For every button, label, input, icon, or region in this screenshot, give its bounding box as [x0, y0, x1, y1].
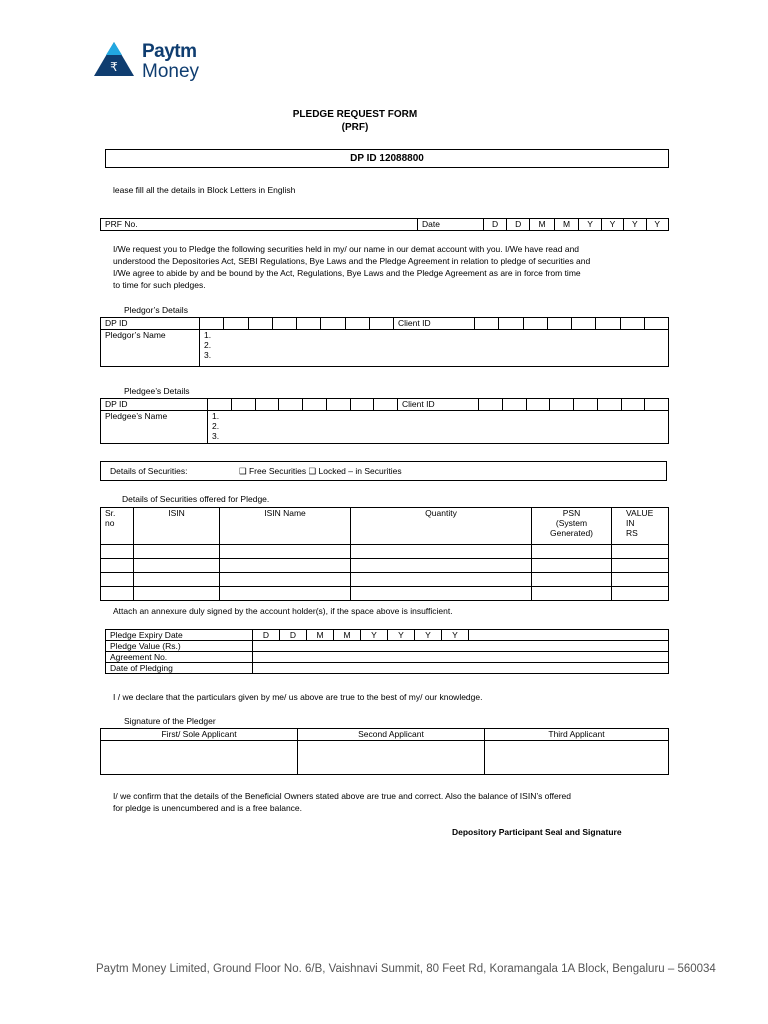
annexure-note: Attach an annexure duly signed by the account holder(s), if the space above is insufficient. [113, 606, 453, 616]
col-sr [101, 508, 134, 545]
date-box[interactable]: Y [442, 630, 469, 641]
pledgee-name-field[interactable] [208, 411, 669, 444]
second-applicant-label: Second Applicant [298, 729, 485, 741]
pledgor-number: 1. [204, 330, 212, 340]
offered-heading: Details of Securities offered for Pledge. [122, 494, 270, 504]
pledgee-dp-id-label: DP ID [101, 399, 208, 411]
char-box[interactable] [350, 399, 374, 411]
request-line: to time for such pledges. [113, 280, 206, 290]
securities-type-box [100, 461, 667, 481]
pledgor-number: 3. [204, 350, 212, 360]
pledge-info-table [105, 629, 669, 674]
col-psn-text: PSN [562, 508, 581, 518]
pledgor-name-field[interactable] [200, 330, 669, 367]
dp-id-banner-text: DP ID 12088800 [350, 153, 424, 164]
char-box[interactable] [644, 318, 668, 330]
char-box[interactable] [475, 318, 499, 330]
char-box[interactable] [596, 318, 620, 330]
char-box[interactable] [620, 318, 644, 330]
dp-seal-label: Depository Participant Seal and Signature [452, 827, 622, 837]
pledgee-number: 2. [212, 421, 220, 431]
securities-type-label: Details of Securities: [110, 466, 188, 476]
col-value-text: VALUE IN [626, 508, 654, 528]
char-box[interactable] [547, 318, 571, 330]
char-box[interactable] [200, 318, 224, 330]
date-of-pledging-field[interactable] [253, 663, 669, 674]
date-of-pledging-label: Date of Pledging [106, 663, 253, 674]
char-box[interactable] [523, 318, 547, 330]
table-row [101, 587, 669, 601]
agreement-no-field[interactable] [253, 652, 669, 663]
char-box[interactable] [572, 318, 596, 330]
request-line: I/We request you to Pledge the following securities held in my/ our name in our demat account with you. I/We have read and [113, 244, 580, 254]
char-box[interactable] [645, 399, 669, 411]
pledgor-table [100, 317, 669, 367]
svg-text:₹: ₹ [110, 60, 118, 74]
declaration-text: I / we declare that the particulars given by me/ us above are true to the best of my/ our knowledge. [113, 692, 483, 702]
char-box[interactable] [502, 399, 526, 411]
dp-id-banner [105, 149, 669, 168]
date-box[interactable]: D [507, 219, 530, 231]
date-box[interactable]: Y [361, 630, 388, 641]
table-row [101, 559, 669, 573]
third-applicant-signature[interactable] [485, 741, 669, 775]
date-box[interactable]: M [530, 219, 555, 231]
form-subtitle: (PRF) [341, 122, 369, 133]
footer-address: Paytm Money Limited, Ground Floor No. 6/B, Vaishnavi Summit, 80 Feet Rd, Koramangala 1A Block, Bengaluru – 560034 [96, 963, 716, 975]
logo-text-paytm: Paytm [142, 41, 197, 62]
col-sr-text: Sr. [105, 508, 116, 518]
agreement-no-label: Agreement No. [106, 652, 253, 663]
char-box[interactable] [479, 399, 503, 411]
pledge-value-field[interactable] [253, 641, 669, 652]
col-psn-text-3: Generated) [550, 528, 593, 538]
pledgee-name-label: Pledgee’s Name [101, 411, 208, 444]
pledgee-number: 1. [212, 411, 220, 421]
date-label: Date [418, 219, 484, 231]
expiry-date-label: Pledge Expiry Date [106, 630, 253, 641]
form-title: PLEDGE REQUEST FORM [292, 109, 418, 120]
pledgor-client-id-label: Client ID [394, 318, 475, 330]
char-box[interactable] [297, 318, 321, 330]
date-box[interactable]: Y [601, 219, 623, 231]
pledgee-client-id-label: Client ID [398, 399, 479, 411]
paytm-money-logo [92, 40, 232, 86]
char-box[interactable] [574, 399, 598, 411]
date-box[interactable]: Y [646, 219, 668, 231]
date-box[interactable]: Y [415, 630, 442, 641]
second-applicant-signature[interactable] [298, 741, 485, 775]
signature-table [100, 728, 669, 775]
confirmation-paragraph [113, 790, 571, 814]
char-box[interactable] [550, 399, 574, 411]
table-row [101, 573, 669, 587]
char-box[interactable] [255, 399, 279, 411]
col-quantity: Quantity [351, 508, 532, 545]
col-sr-text-2: no [105, 518, 115, 528]
pledgor-heading: Pledgor’s Details [124, 305, 188, 315]
col-psn-text-2: (System [555, 518, 588, 528]
col-isin: ISIN [134, 508, 220, 545]
first-applicant-signature[interactable] [101, 741, 298, 775]
col-value-text-2: RS [626, 528, 638, 538]
date-box[interactable]: D [484, 219, 507, 231]
char-box[interactable] [597, 399, 621, 411]
logo-text-money: Money [142, 61, 200, 82]
pledgee-heading: Pledgee’s Details [124, 386, 190, 396]
date-box[interactable]: M [334, 630, 361, 641]
date-box[interactable]: Y [388, 630, 415, 641]
date-box[interactable]: D [280, 630, 307, 641]
signature-heading: Signature of the Pledger [124, 716, 216, 726]
date-box[interactable]: Y [579, 219, 601, 231]
pledgee-number: 3. [212, 431, 220, 441]
col-isin-name: ISIN Name [220, 508, 351, 545]
pledgor-dp-id-label: DP ID [101, 318, 200, 330]
prf-date-table [100, 218, 669, 231]
char-box[interactable] [279, 399, 303, 411]
char-box[interactable] [369, 318, 393, 330]
request-line: understood the Depositories Act, SEBI Regulations, Bye Laws and the Pledge Agreement in relation to pledge of securities and [113, 256, 591, 266]
char-box[interactable] [345, 318, 369, 330]
date-box[interactable]: M [554, 219, 579, 231]
pledge-value-label: Pledge Value (Rs.) [106, 641, 253, 652]
char-box[interactable] [224, 318, 248, 330]
pledgor-name-label: Pledgor’s Name [101, 330, 200, 367]
char-box[interactable] [231, 399, 255, 411]
securities-type-options[interactable]: ❑ Free Securities ❑ Locked – in Securities [239, 466, 402, 476]
request-line: I/We agree to abide by and be bound by the Act, Regulations, Bye Laws and the Pledge Agreement as are in force from time [113, 268, 581, 278]
col-psn [532, 508, 612, 545]
offered-securities-table [100, 507, 669, 601]
logo-house-icon [92, 40, 136, 80]
date-box[interactable]: M [307, 630, 334, 641]
table-row [101, 545, 669, 559]
pledgor-number: 2. [204, 340, 212, 350]
instruction-text: lease fill all the details in Block Letters in English [113, 185, 296, 195]
prf-no-label: PRF No. [101, 219, 418, 231]
char-box[interactable] [499, 318, 523, 330]
char-box[interactable] [303, 399, 327, 411]
char-box[interactable] [321, 318, 345, 330]
char-box[interactable] [208, 399, 232, 411]
char-box[interactable] [526, 399, 550, 411]
pledgee-table [100, 398, 669, 444]
char-box[interactable] [248, 318, 272, 330]
confirmation-line: I/ we confirm that the details of the Beneficial Owners stated above are true and correct. Also the balance of ISIN’s offered [113, 791, 571, 801]
col-value [612, 508, 669, 545]
request-paragraph [113, 243, 673, 291]
confirmation-line: for pledge is unencumbered and is a free balance. [113, 803, 303, 813]
char-box[interactable] [272, 318, 296, 330]
date-box[interactable]: Y [624, 219, 646, 231]
third-applicant-label: Third Applicant [485, 729, 669, 741]
date-box[interactable]: D [253, 630, 280, 641]
first-applicant-label: First/ Sole Applicant [101, 729, 298, 741]
char-box[interactable] [326, 399, 350, 411]
char-box[interactable] [374, 399, 398, 411]
char-box[interactable] [621, 399, 645, 411]
